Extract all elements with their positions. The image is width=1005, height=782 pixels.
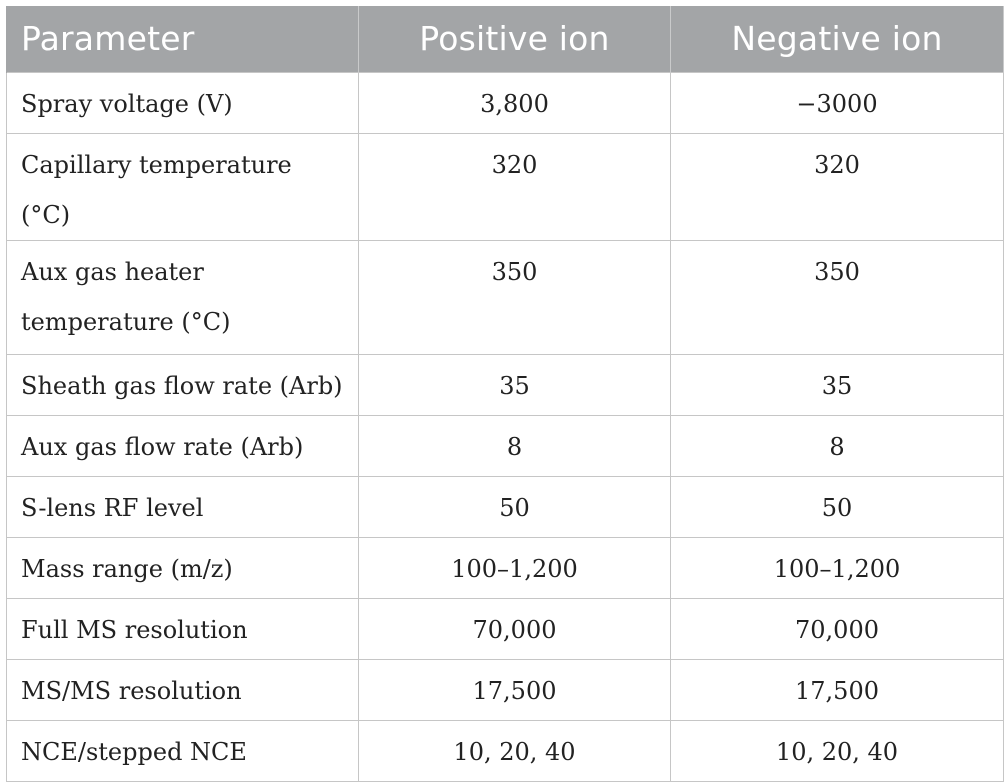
table-row [7, 720, 1004, 781]
table-row [7, 415, 1004, 476]
row-parameter: Aux gas flow rate (Arb) [7, 415, 359, 476]
row-negative-value: 17,500 [671, 659, 1004, 720]
row-negative-value: 10, 20, 40 [671, 720, 1004, 781]
row-parameter: Aux gas heater temperature (°C) [7, 240, 359, 354]
header-row [7, 6, 1004, 72]
ms-parameter-table [6, 6, 1004, 782]
row-positive-value: 320 [359, 133, 671, 240]
row-positive-value: 8 [359, 415, 671, 476]
table-row [7, 476, 1004, 537]
row-parameter: Spray voltage (V) [7, 72, 359, 133]
row-negative-value: 350 [671, 240, 1004, 354]
row-positive-value: 350 [359, 240, 671, 354]
row-positive-value: 17,500 [359, 659, 671, 720]
row-negative-value: 320 [671, 133, 1004, 240]
header-negative-ion: Negative ion [671, 6, 1004, 72]
header-positive-ion: Positive ion [359, 6, 671, 72]
table-row [7, 354, 1004, 415]
row-negative-value: 8 [671, 415, 1004, 476]
row-parameter: Sheath gas flow rate (Arb) [7, 354, 359, 415]
row-negative-value: 70,000 [671, 598, 1004, 659]
table-row [7, 240, 1004, 354]
table-row [7, 598, 1004, 659]
row-negative-value: 50 [671, 476, 1004, 537]
row-parameter: NCE/stepped NCE [7, 720, 359, 781]
row-positive-value: 10, 20, 40 [359, 720, 671, 781]
row-parameter: MS/MS resolution [7, 659, 359, 720]
row-parameter: S-lens RF level [7, 476, 359, 537]
table-body [7, 72, 1004, 781]
table-row [7, 133, 1004, 240]
row-negative-value: −3000 [671, 72, 1004, 133]
table-row [7, 72, 1004, 133]
table-row [7, 537, 1004, 598]
header-parameter: Parameter [7, 6, 359, 72]
parameter-table-container [6, 6, 1003, 782]
row-parameter: Full MS resolution [7, 598, 359, 659]
row-positive-value: 35 [359, 354, 671, 415]
row-negative-value: 100–1,200 [671, 537, 1004, 598]
table-row [7, 659, 1004, 720]
row-positive-value: 100–1,200 [359, 537, 671, 598]
row-positive-value: 70,000 [359, 598, 671, 659]
row-positive-value: 50 [359, 476, 671, 537]
row-parameter: Capillary temperature (°C) [7, 133, 359, 240]
row-positive-value: 3,800 [359, 72, 671, 133]
row-negative-value: 35 [671, 354, 1004, 415]
table-header [7, 6, 1004, 72]
row-parameter: Mass range (m/z) [7, 537, 359, 598]
